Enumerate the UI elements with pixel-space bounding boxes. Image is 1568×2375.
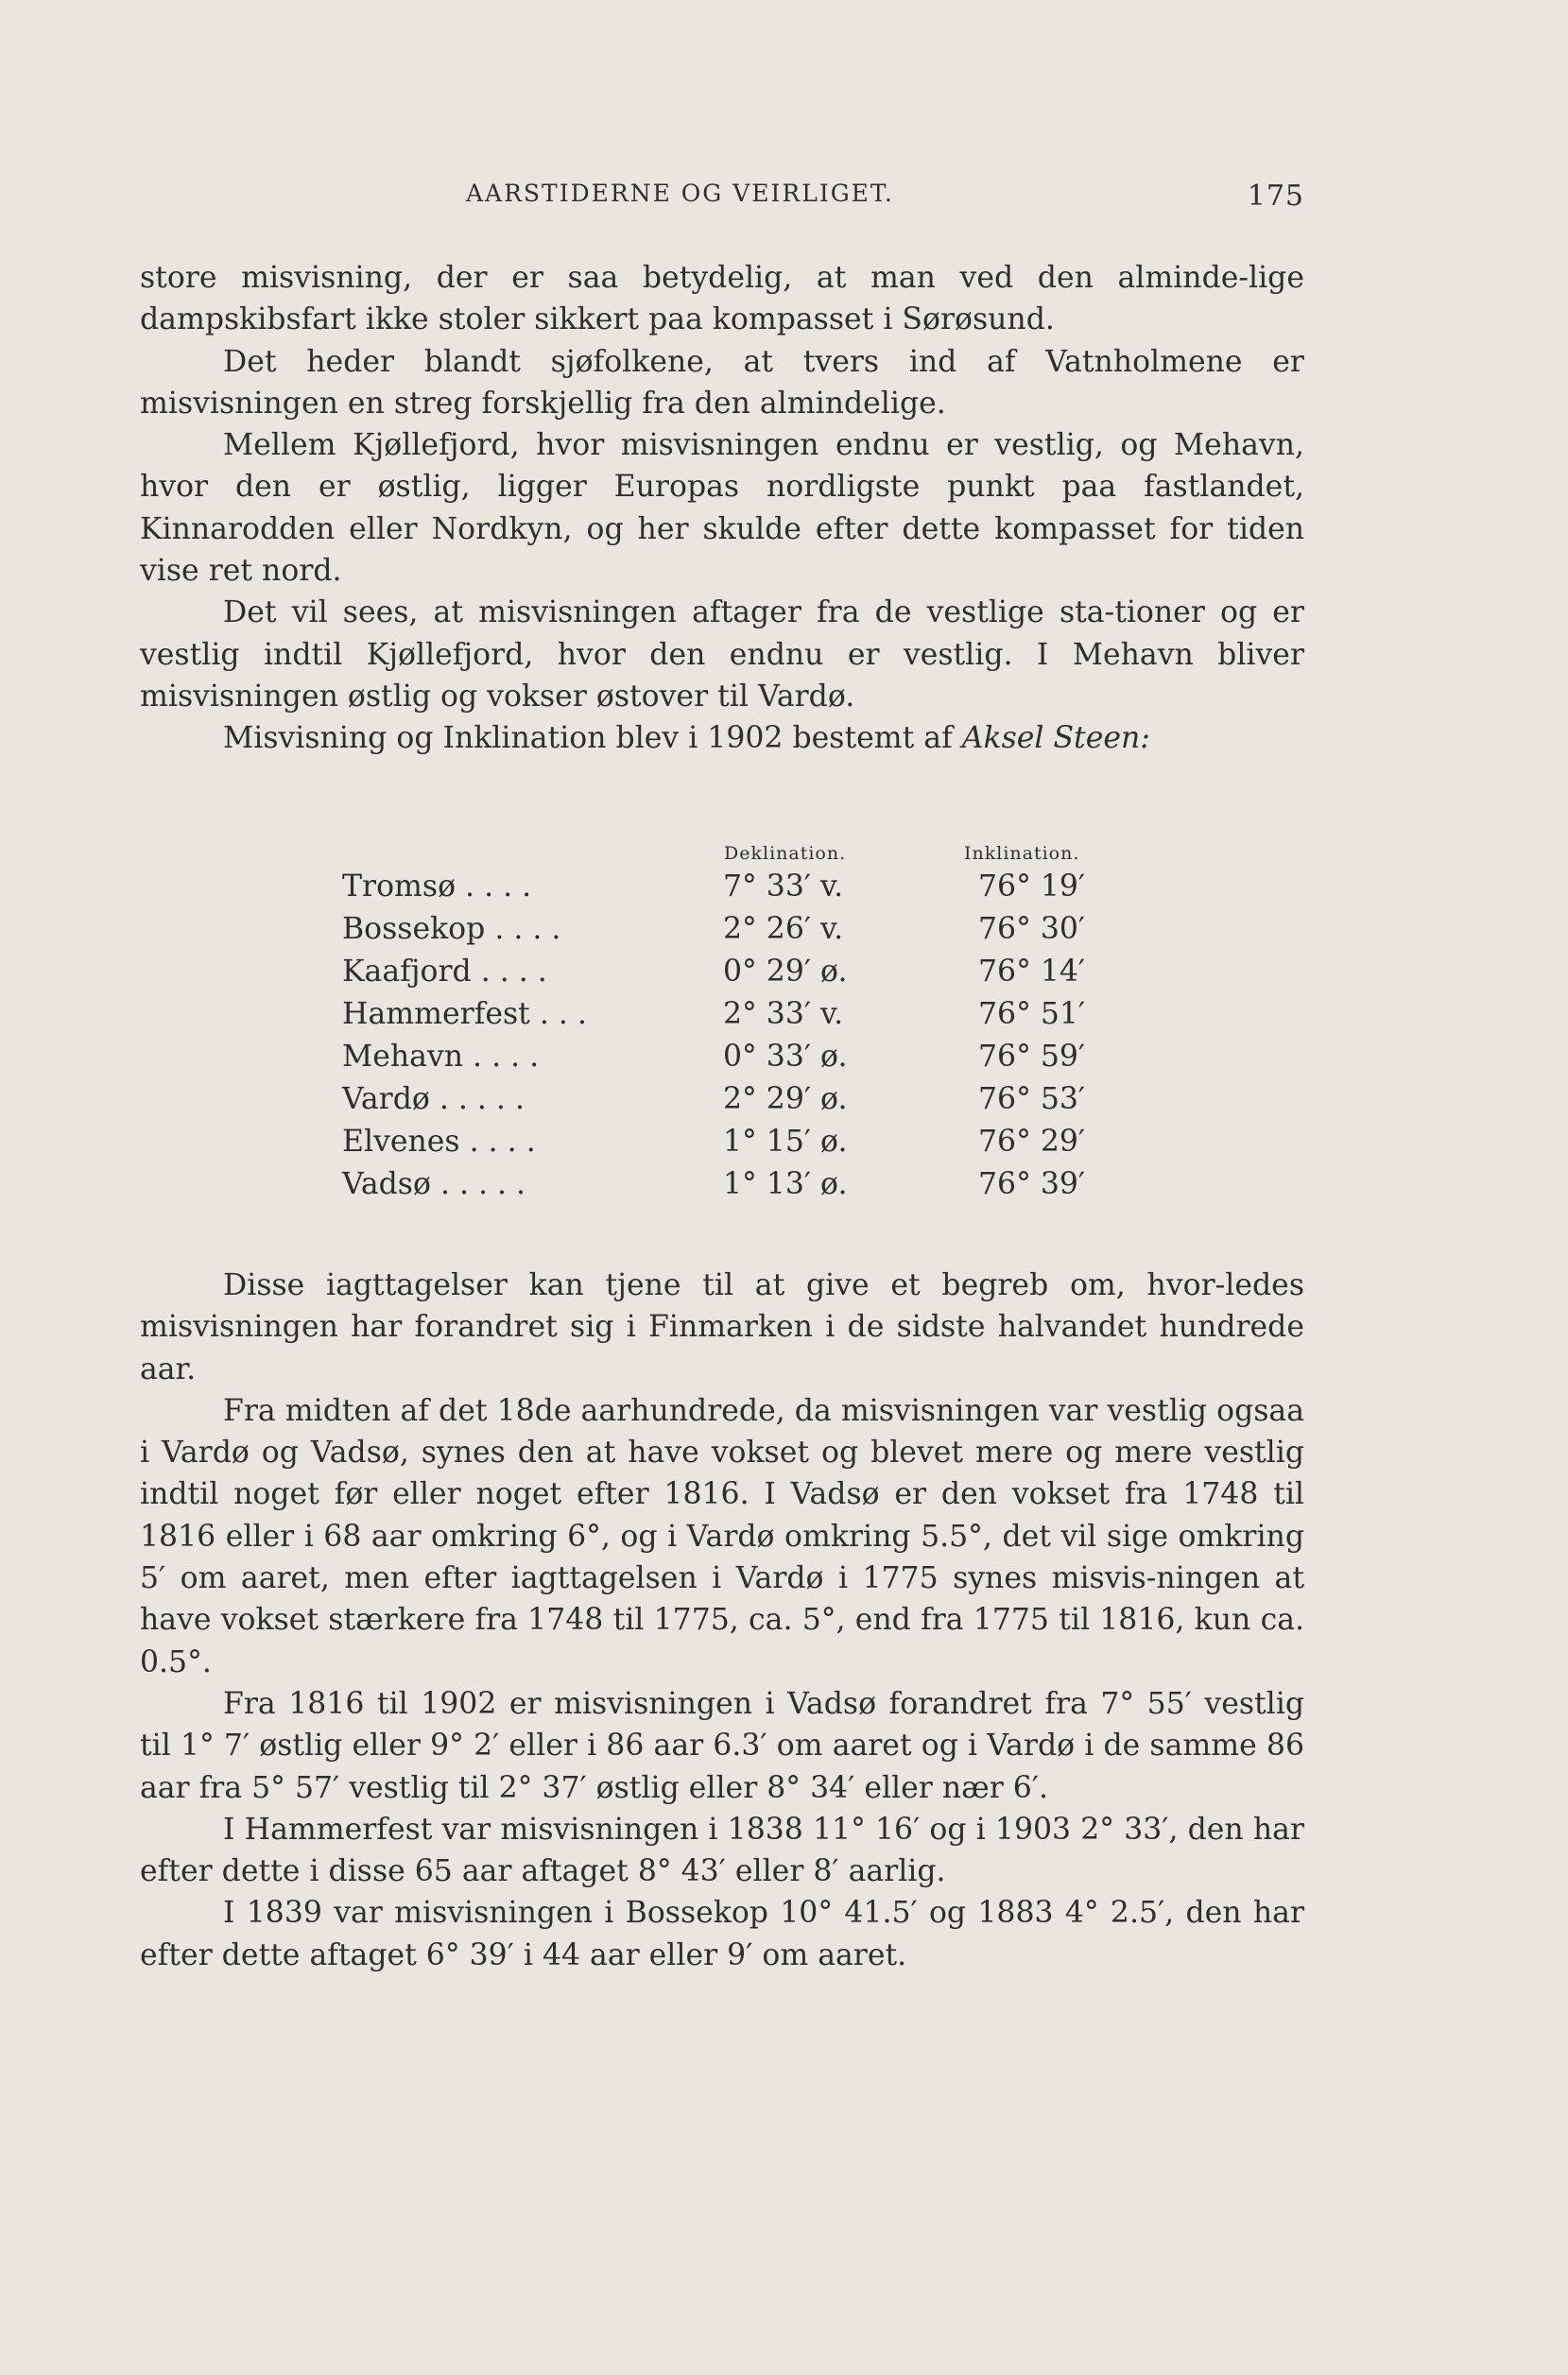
- paragraph: I 1839 var misvisningen i Bossekop 10° 41.5′ og 1883 4° 2.5′, den har efter dette aftaget 6° 39′ i 44 aar eller 9′ om aaret.: [140, 1896, 1304, 1972]
- declination-value: 2° 33′ v.: [723, 997, 844, 1031]
- declination-value: 2° 26′ v.: [723, 912, 844, 946]
- author-name: Aksel Steen:: [961, 721, 1150, 756]
- paragraph: I Hammerfest var misvisningen i 1838 11° 16′ og i 1903 2° 33′, den har efter dette i disse 65 aar aftaget 8° 43′ eller 8′ aarlig.: [140, 1812, 1304, 1889]
- table-row: [0, 869, 1568, 912]
- declination-value: 7° 33′ v.: [723, 869, 844, 904]
- station-name: Hammerfest . . .: [342, 997, 587, 1031]
- table-row: [0, 1167, 1568, 1210]
- table-row: [0, 1082, 1568, 1125]
- declination-value: 2° 29′ ø.: [723, 1082, 848, 1116]
- station-name: Kaafjord . . . .: [342, 955, 547, 989]
- table-row: [0, 1040, 1568, 1082]
- paragraph: store misvisning, der er saa betydelig, at man ved den alminde-lige dampskibsfart ikke stoler sikkert paa kompasset i Sørøsund.: [140, 261, 1304, 337]
- paragraph: Fra 1816 til 1902 er misvisningen i Vadsø forandret fra 7° 55′ vestlig til 1° 7′ østlig eller 9° 2′ eller i 86 aar 6.3′ om aaret og i Vardø i de samme 86 aar fra 5° 57′ vestlig til 2° 37′ østlig eller 8° 34′ eller nær 6′.: [140, 1686, 1304, 1805]
- running-header: [140, 180, 1304, 217]
- paragraph: Mellem Kjøllefjord, hvor misvisningen endnu er vestlig, og Mehavn, hvor den er østlig, ligger Europas nordligste punkt paa fastlandet, Kinnarodden eller Nordkyn, og her skulde efter dette kompasset for tiden vise ret nord.: [140, 428, 1304, 589]
- paragraph-intro: [140, 717, 1304, 759]
- table-header: [0, 843, 1568, 871]
- paragraph: Fra midten af det 18de aarhundrede, da misvisningen var vestlig ogsaa i Vardø og Vadsø, synes den at have vokset og blevet mere og mere vestlig indtil noget før eller noget efter 1816. I Vadsø er den vokset fra 1748 til 1816 eller i 68 aar omkring 6°, og i Vardø omkring 5.5°, det vil sige omkring 5′ om aaret, men efter iagttagelsen i Vardø i 1775 synes misvis-ningen at have vokset stærkere fra 1748 til 1775, ca. 5°, end fra 1775 til 1816, kun ca. 0.5°.: [140, 1393, 1304, 1679]
- declination-value: 1° 15′ ø.: [723, 1125, 848, 1159]
- inclination-value: 76° 39′: [978, 1167, 1086, 1201]
- intro-text: Misvisning og Inklination blev i 1902 bestemt af: [223, 721, 962, 756]
- declination-value: 1° 13′ ø.: [723, 1167, 848, 1201]
- declination-value: 0° 33′ ø.: [723, 1040, 848, 1074]
- paragraph: Det heder blandt sjøfolkene, at tvers ind af Vatnholmene er misvisningen en streg forskjellig fra den almindelige.: [140, 344, 1304, 421]
- station-table: [0, 869, 1568, 1210]
- table-row: [0, 997, 1568, 1040]
- column-header-declination: Deklination.: [724, 843, 847, 864]
- page-number: 175: [1247, 180, 1304, 213]
- text-block-bottom: [140, 1265, 1304, 1976]
- paragraph: Det vil sees, at misvisningen aftager fra de vestlige sta-tioner og er vestlig indtil Kjøllefjord, hvor den endnu er vestlig. I Mehavn bliver misvisningen østlig og vokser østover til Vardø.: [140, 595, 1304, 714]
- inclination-value: 76° 29′: [978, 1125, 1086, 1159]
- table-row: [0, 955, 1568, 997]
- paragraph: Disse iagttagelser kan tjene til at give et begreb om, hvor-ledes misvisningen har forandret sig i Finmarken i de sidste halvandet hundrede aar.: [140, 1268, 1304, 1386]
- station-name: Vadsø . . . . .: [342, 1167, 526, 1201]
- table-row: [0, 1125, 1568, 1167]
- text-block-top: [140, 257, 1304, 760]
- running-title: AARSTIDERNE OG VEIRLIGET.: [466, 180, 894, 207]
- station-name: Mehavn . . . .: [342, 1040, 540, 1074]
- inclination-value: 76° 14′: [978, 955, 1086, 989]
- station-name: Vardø . . . . .: [342, 1082, 525, 1116]
- inclination-value: 76° 59′: [978, 1040, 1086, 1074]
- declination-value: 0° 29′ ø.: [723, 955, 848, 989]
- inclination-value: 76° 30′: [978, 912, 1086, 946]
- station-name: Elvenes . . . .: [342, 1125, 536, 1159]
- station-name: Tromsø . . . .: [342, 869, 532, 904]
- table-row: [0, 912, 1568, 955]
- inclination-value: 76° 19′: [978, 869, 1086, 904]
- station-name: Bossekop . . . .: [342, 912, 561, 946]
- column-header-inclination: Inklination.: [964, 843, 1080, 864]
- inclination-value: 76° 51′: [978, 997, 1086, 1031]
- inclination-value: 76° 53′: [978, 1082, 1086, 1116]
